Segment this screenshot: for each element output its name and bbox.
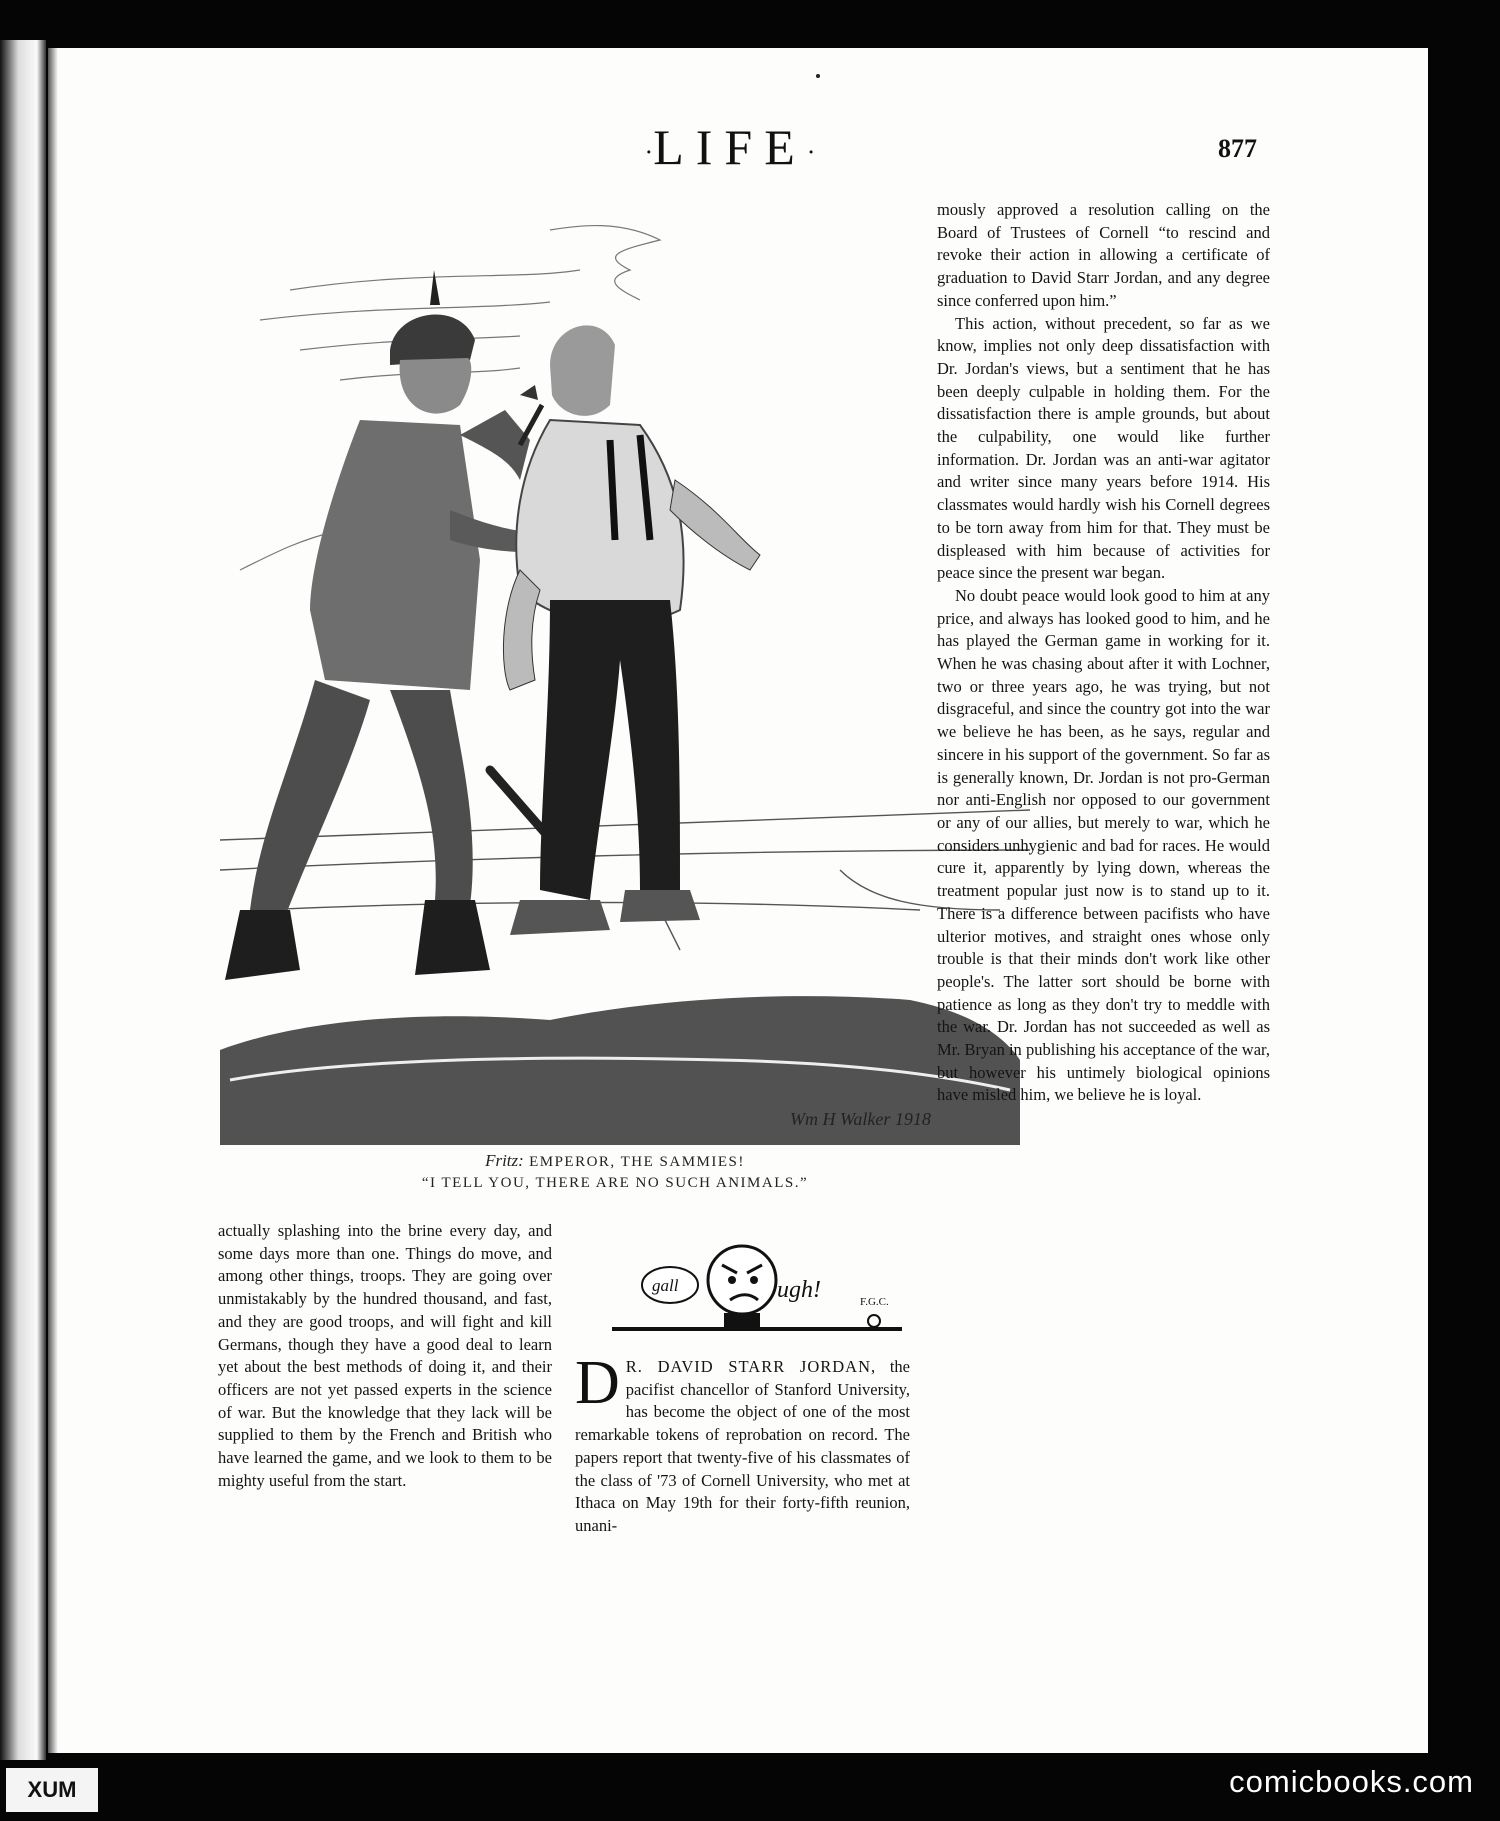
- officer-arm-raised: [460, 410, 530, 480]
- caption-text-1: EMPEROR, THE SAMMIES!: [529, 1154, 745, 1170]
- masthead-dot-right: ·: [806, 137, 816, 167]
- left-paragraph: actually splashing into the brine every day, and some days more than one. Things do move, and among other things, troops. They are going over unmistakably by the hundred thousand, and fast, and they are good troops, and will fight and kill Germans, though they have a good deal to learn yet about the best methods of doing it, and their officers are not yet passed experts in the science of war. But the knowledge that they lack will be supplied to them by the French and British who have learned the game, and we look to them to be mighty useful from the start.: [218, 1221, 552, 1490]
- vignette-word-left: gall: [652, 1276, 679, 1295]
- civilian-shoe-right: [620, 890, 700, 922]
- vignette-body: [724, 1313, 760, 1329]
- civilian-shirt: [516, 420, 683, 623]
- vignette-monogram-circle: [868, 1315, 880, 1327]
- column-left: [218, 1220, 552, 1492]
- page-number: 877: [1218, 134, 1257, 163]
- caption-line-2: “I TELL YOU, THERE ARE NO SUCH ANIMALS.”: [421, 1175, 809, 1191]
- officer-boot-back: [225, 910, 300, 980]
- illustration-caption: [220, 1150, 1010, 1194]
- left-page-edge: [0, 40, 46, 1760]
- officer-coat: [310, 420, 480, 690]
- field-lines: [220, 810, 1030, 950]
- vignette-monogram: F.G.C.: [860, 1296, 889, 1308]
- officer-leg-back: [250, 680, 370, 930]
- civilian-figure: [503, 325, 760, 935]
- caption-speaker: Fritz:: [485, 1151, 524, 1170]
- vignette-cartoon: [612, 1225, 902, 1337]
- right-paragraph-2: This action, without precedent, so far as we know, implies not only deep dissatisfaction with Dr. Jordan's views, but a sentiment that he has been deeply culpable in holding them. For the dissatisfaction there is ample grounds, but about the culpability, one would like further information. Dr. Jordan was an anti-war agitator and writer since many years before 1914. His classmates would hardly wish his Cornell degrees to be torn away from him for that. They must be displeased with him because of activities for peace since the present war began.: [937, 313, 1270, 583]
- pickelhaube-helmet: [390, 315, 475, 365]
- vignette-face: [708, 1246, 776, 1314]
- top-mark: [816, 74, 820, 78]
- civilian-arm-left: [503, 570, 540, 690]
- masthead-title: LIFE: [653, 119, 807, 175]
- page-gutter: [48, 48, 58, 1753]
- drop-cap: D: [575, 1349, 620, 1417]
- masthead-dot-left: ·: [644, 137, 654, 167]
- vignette-word-right: ugh!: [777, 1277, 821, 1303]
- civilian-nose: [520, 385, 538, 400]
- civilian-shoe-left: [510, 900, 610, 935]
- watermark-left: XUM: [6, 1768, 98, 1812]
- masthead: [600, 118, 860, 176]
- officer-head: [400, 358, 472, 414]
- column-middle: [575, 1349, 910, 1538]
- vignette-eye-right: [750, 1276, 758, 1284]
- artist-signature: Wm H Walker 1918: [790, 1109, 931, 1129]
- right-paragraph-3: No doubt peace would look good to him at any price, and always has looked good to him, and he has played the German game in working for it. When he was chasing about after it with Lochner, two or three years ago, he was trying, but not disgraceful, and since the country got into the war we believe he has been, as he says, regular and sincere in his support of the government. So far as is generally known, Dr. Jordan is not pro-German nor anti-English nor opposed to our government or any of our allies, but merely to war, which he considers unhygienic and bad for races. He would cure it, apparently by lying down, whereas the treatment popular just now is to stand up to it. There is a difference between pacifists who have ulterior motives, and straight ones whose only trouble is that their minds don't work like other people's. The latter sort should be borne with patience as long as they don't try to meddle with the war. Dr. Jordan has not succeeded as well as Mr. Bryan in publishing his acceptance of the war, but however his untimely biological opinions have misled him, we believe he is loyal.: [937, 585, 1270, 1105]
- right-paragraph-1: mously approved a resolution calling on the Board of Trustees of Cornell “to rescind and revoke their action in allowing a certificate of graduation to David Starr Jordan, and any degree since conferred upon him.”: [937, 200, 1270, 310]
- watermark-right: comicbooks.com: [1229, 1764, 1474, 1799]
- helmet-spike: [430, 270, 440, 305]
- vignette-eye-left: [728, 1276, 736, 1284]
- officer-boot-front: [415, 900, 490, 975]
- officer-leg-front: [390, 690, 473, 905]
- caption-line-1: [220, 1150, 1010, 1173]
- civilian-head: [550, 325, 615, 416]
- cartoon-illustration: [220, 210, 1030, 1145]
- middle-paragraph: the pacifist chancellor of Stanford University, has become the object of one of the most remarkable tokens of reprobation on record. The papers report that twenty-five of his classmates of the class of '73 of Cornell University, who met at Ithaca on May 19th for their forty-fifth reunion, unani-: [575, 1357, 910, 1535]
- column-right: [937, 199, 1270, 1107]
- middle-lead-in: R. DAVID STARR JORDAN,: [625, 1357, 877, 1376]
